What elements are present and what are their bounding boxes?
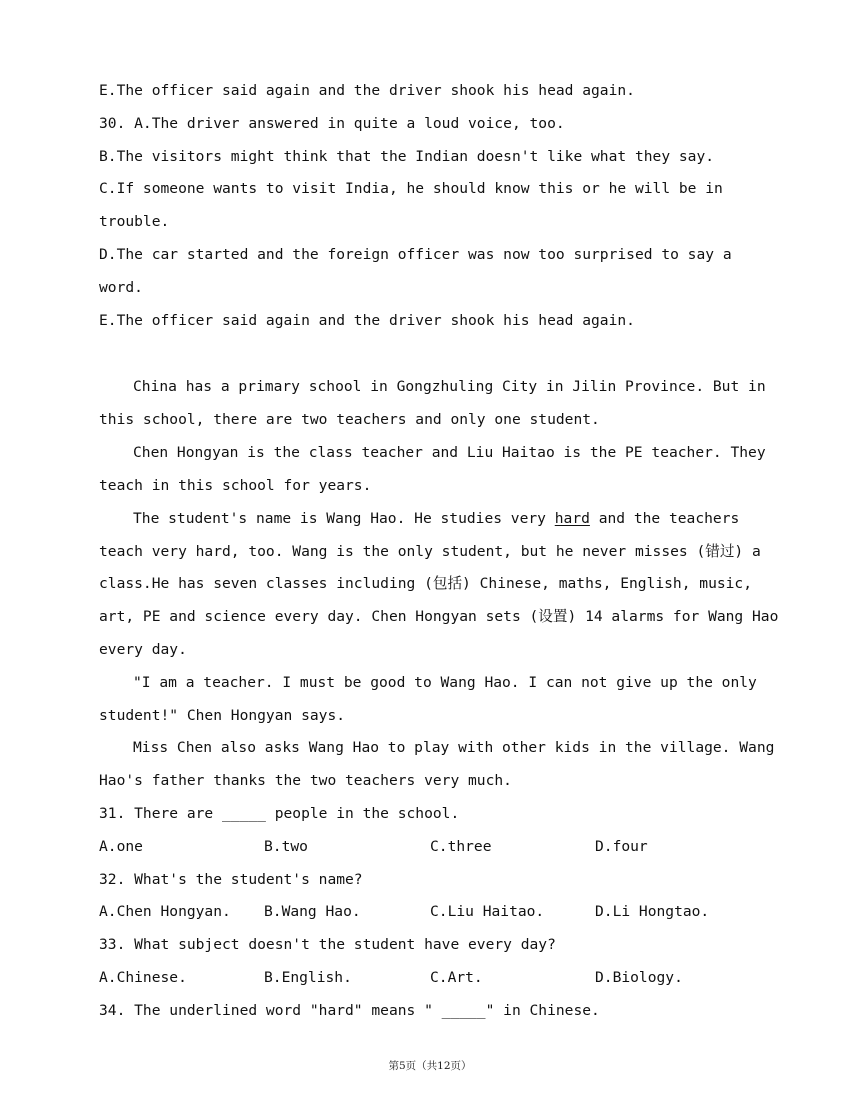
question-32-option-c[interactable]: C.Liu Haitao. xyxy=(430,903,545,920)
passage-line: student!" Chen Hongyan says. xyxy=(99,707,346,724)
question-31-option-c[interactable]: C.three xyxy=(430,838,492,855)
question-32-stem: 32. What's the student's name? xyxy=(99,871,363,888)
question-32-option-a[interactable]: A.Chen Hongyan. xyxy=(99,903,231,920)
question-33-option-a[interactable]: A.Chinese. xyxy=(99,969,187,986)
passage-text: and the teachers xyxy=(589,510,740,527)
text-line: trouble. xyxy=(99,213,170,230)
text-line: C.If someone wants to visit India, he should know this or he will be in xyxy=(99,180,723,197)
passage-line: China has a primary school in Gongzhuling City in Jilin Province. But in xyxy=(133,378,766,395)
passage-line xyxy=(133,509,739,529)
text-line: D.The car started and the foreign officer was now too surprised to say a xyxy=(99,246,732,263)
question-31-option-d[interactable]: D.four xyxy=(595,838,648,855)
passage-line: teach in this school for years. xyxy=(99,477,372,494)
question-32-option-b[interactable]: B.Wang Hao. xyxy=(264,903,361,920)
question-32-option-d[interactable]: D.Li Hongtao. xyxy=(595,903,710,920)
text-line: B.The visitors might think that the Indian doesn't like what they say. xyxy=(99,148,715,165)
passage-line: "I am a teacher. I must be good to Wang Hao. I can not give up the only xyxy=(133,674,757,691)
question-33-stem: 33. What subject doesn't the student have every day? xyxy=(99,936,556,953)
text-line: E.The officer said again and the driver shook his head again. xyxy=(99,82,635,99)
passage-line: art, PE and science every day. Chen Hongyan sets (设置) 14 alarms for Wang Hao xyxy=(99,608,779,625)
passage-line: Hao's father thanks the two teachers very much. xyxy=(99,772,512,789)
question-31-stem: 31. There are _____ people in the school. xyxy=(99,805,460,822)
passage-line: this school, there are two teachers and only one student. xyxy=(99,411,600,428)
text-line: word. xyxy=(99,279,143,296)
passage-line: every day. xyxy=(99,641,187,658)
passage-line: Chen Hongyan is the class teacher and Liu Haitao is the PE teacher. They xyxy=(133,444,766,461)
page-footer: 第5页（共12页） xyxy=(388,1060,472,1072)
underlined-word: hard xyxy=(554,510,590,527)
passage-text: The student's name is Wang Hao. He studies very xyxy=(133,510,555,527)
question-34-stem: 34. The underlined word "hard" means " _____" in Chinese. xyxy=(99,1002,600,1019)
question-31-option-a[interactable]: A.one xyxy=(99,838,143,855)
text-line: E.The officer said again and the driver shook his head again. xyxy=(99,312,635,329)
question-30-stem: 30. A.The driver answered in quite a loud voice, too. xyxy=(99,115,565,132)
question-31-option-b[interactable]: B.two xyxy=(264,838,308,855)
question-33-option-c[interactable]: C.Art. xyxy=(430,969,483,986)
question-33-option-d[interactable]: D.Biology. xyxy=(595,969,683,986)
question-33-option-b[interactable]: B.English. xyxy=(264,969,352,986)
passage-line: class.He has seven classes including (包括) Chinese, maths, English, music, xyxy=(99,575,753,592)
passage-line: teach very hard, too. Wang is the only student, but he never misses (错过) a xyxy=(99,543,761,560)
passage-line: Miss Chen also asks Wang Hao to play with other kids in the village. Wang xyxy=(133,739,775,756)
